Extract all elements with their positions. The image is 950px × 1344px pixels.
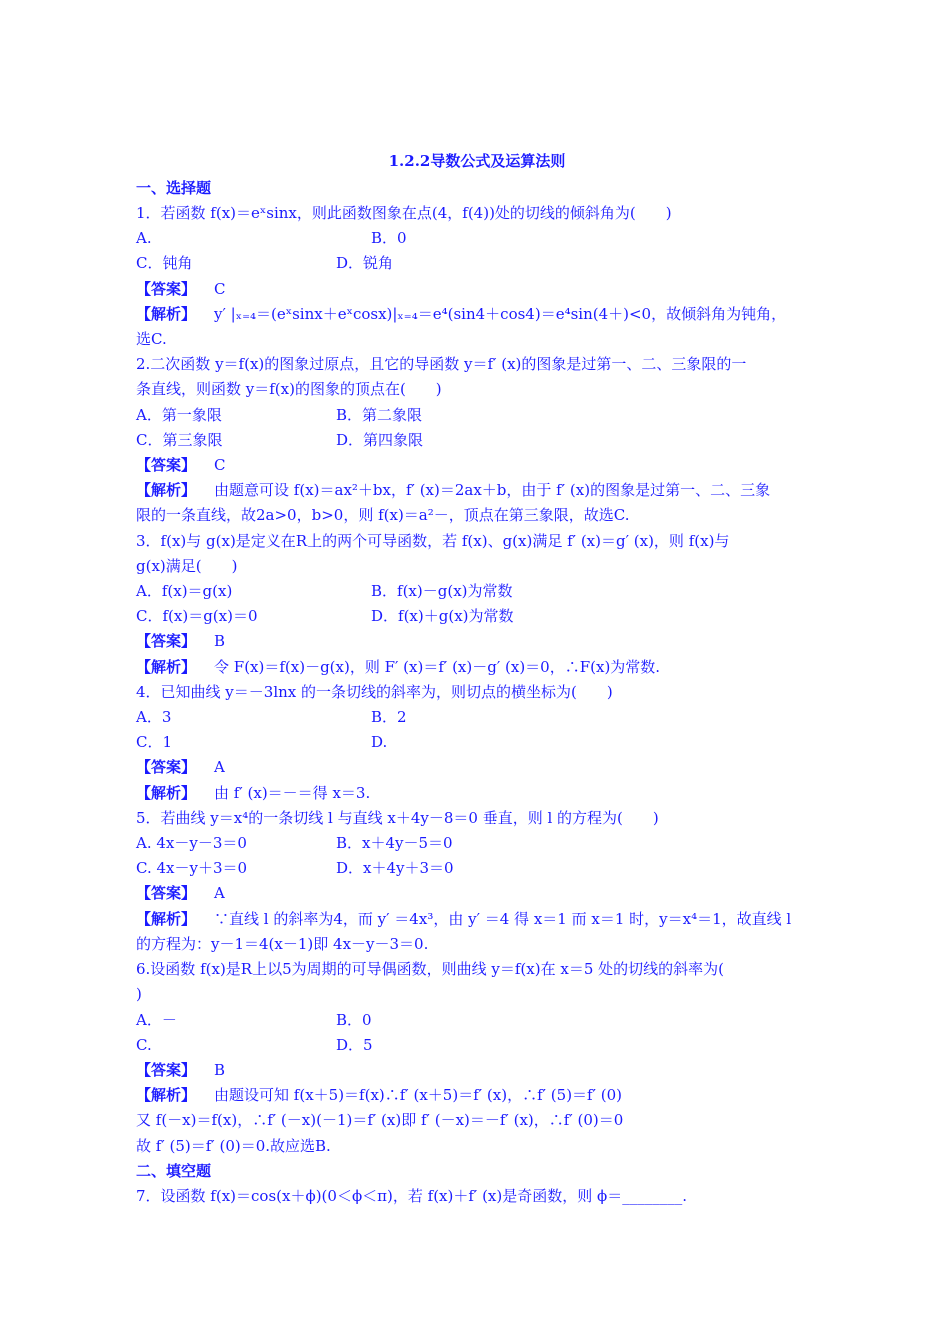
option-b: B．2 <box>371 708 407 727</box>
question-3-stem-cont: g(x)满足( ) <box>136 556 238 575</box>
section-heading-fill: 二、填空题 <box>136 1161 212 1180</box>
analysis-label: 【解析】 <box>136 909 197 928</box>
option-c: C. 4x－y＋3＝0 <box>136 859 248 878</box>
analysis-label: 【解析】 <box>136 657 197 676</box>
question-6-analysis-cont: 故 f′ (5)＝f′ (0)＝0.故应选B. <box>136 1136 331 1155</box>
page-title: 1.2.2导数公式及运算法则 <box>388 152 566 170</box>
analysis-label: 【解析】 <box>136 1086 197 1105</box>
question-1-analysis <box>136 302 818 327</box>
answer-value: B <box>214 632 226 651</box>
question-3-options <box>136 579 818 604</box>
question-2-analysis <box>136 478 818 503</box>
answer-label: 【答案】 <box>136 456 197 475</box>
question-5-analysis-cont: 的方程为：y－1＝4(x－1)即 4x－y－3＝0. <box>136 934 429 953</box>
answer-value: A <box>214 884 225 903</box>
question-6-stem-cont: ) <box>136 985 142 1004</box>
option-a: A. <box>136 229 152 248</box>
question-2-options <box>136 403 818 428</box>
option-d: D．锐角 <box>336 254 394 273</box>
question-1-options <box>136 251 818 276</box>
analysis-text: y′ |ₓ₌₄＝(eˣsinx＋eˣcosx)|ₓ₌₄＝e⁴(sin4＋cos4)＝e⁴sin(4＋)<0，故倾斜角为钝角， <box>214 304 787 323</box>
option-d: D．第四象限 <box>336 430 424 449</box>
question-4-options <box>136 705 818 730</box>
option-d: D．x＋4y＋3＝0 <box>336 859 454 878</box>
question-2-answer <box>136 453 818 478</box>
question-3-options <box>136 604 818 629</box>
option-a: A．－ <box>136 1010 177 1029</box>
question-4-stem: 4．已知曲线 y＝－3lnx 的一条切线的斜率为，则切点的横坐标为( ) <box>136 682 613 701</box>
option-c: C．1 <box>136 733 173 752</box>
option-c: C. <box>136 1035 152 1054</box>
question-6-options <box>136 1008 818 1033</box>
analysis-label: 【解析】 <box>136 481 197 500</box>
analysis-text: 由题设可知 f(x＋5)＝f(x)∴f′ (x＋5)＝f′ (x)，∴f′ (5)＝f′ (0) <box>214 1086 623 1105</box>
question-7-stem: 7．设函数 f(x)＝cos(x＋ϕ)(0＜ϕ＜π)，若 f(x)＋f′ (x)是奇函数，则 ϕ＝________. <box>136 1186 688 1205</box>
analysis-label: 【解析】 <box>136 783 197 802</box>
question-5-options <box>136 856 818 881</box>
question-1-answer <box>136 277 818 302</box>
question-3-answer <box>136 629 818 654</box>
question-4-analysis <box>136 781 818 806</box>
question-2-stem: 2.二次函数 y＝f(x)的图象过原点，且它的导函数 y＝f′ (x)的图象是过第一、二、三象限的一 <box>136 355 747 374</box>
option-b: B．f(x)－g(x)为常数 <box>371 582 513 601</box>
question-3-analysis <box>136 655 818 680</box>
question-6-analysis-cont: 又 f(－x)＝f(x)，∴f′ (－x)(－1)＝f′ (x)即 f′ (－x)＝－f′ (x)，∴f′ (0)＝0 <box>136 1111 624 1130</box>
option-d: D. <box>371 733 388 752</box>
answer-label: 【答案】 <box>136 758 197 777</box>
option-a: A. 4x－y－3＝0 <box>136 834 247 853</box>
option-a: A．3 <box>136 708 172 727</box>
option-b: B．0 <box>371 229 407 248</box>
option-a: A．第一象限 <box>136 405 222 424</box>
answer-value: B <box>214 1060 226 1079</box>
question-2-options <box>136 428 818 453</box>
answer-label: 【答案】 <box>136 884 197 903</box>
option-b: B．0 <box>336 1010 372 1029</box>
question-5-answer <box>136 881 818 906</box>
document-body <box>136 150 818 1209</box>
option-c: C．钝角 <box>136 254 193 273</box>
option-a: A．f(x)＝g(x) <box>136 582 233 601</box>
analysis-text: 令 F(x)＝f(x)－g(x)，则 F′ (x)＝f′ (x)－g′ (x)＝0，∴F(x)为常数. <box>214 657 661 676</box>
analysis-text: 由题意可设 f(x)＝ax²＋bx，f′ (x)＝2ax＋b，由于 f′ (x)的图象是过第一、二、三象 <box>214 481 771 500</box>
option-b: B．第二象限 <box>336 405 423 424</box>
question-2-stem-cont: 条直线，则函数 y＝f(x)的图象的顶点在( ) <box>136 380 442 399</box>
answer-value: A <box>214 758 225 777</box>
question-5-stem: 5．若曲线 y＝x⁴的一条切线 l 与直线 x＋4y－8＝0 垂直，则 l 的方程为( ) <box>136 808 659 827</box>
answer-value: C <box>214 456 226 475</box>
section-heading-choice: 一、选择题 <box>136 179 212 197</box>
question-6-stem: 6.设函数 f(x)是R上以5为周期的可导偶函数，则曲线 y＝f(x)在 x＝5 处的切线的斜率为( <box>136 960 724 979</box>
question-1-analysis-cont: 选C. <box>136 330 167 349</box>
option-c: C．第三象限 <box>136 430 223 449</box>
answer-label: 【答案】 <box>136 1060 197 1079</box>
question-4-answer <box>136 755 818 780</box>
question-5-analysis <box>136 907 818 932</box>
option-d: D．5 <box>336 1035 373 1054</box>
question-6-options <box>136 1033 818 1058</box>
answer-value: C <box>214 279 226 298</box>
answer-label: 【答案】 <box>136 632 197 651</box>
analysis-text: ∵直线 l 的斜率为4，而 y′ ＝4x³，由 y′ ＝4 得 x＝1 而 x＝1 时，y＝x⁴＝1，故直线 l <box>214 909 792 928</box>
question-5-options <box>136 831 818 856</box>
analysis-label: 【解析】 <box>136 304 197 323</box>
answer-label: 【答案】 <box>136 279 197 298</box>
option-c: C．f(x)＝g(x)＝0 <box>136 607 258 626</box>
option-d: D．f(x)＋g(x)为常数 <box>371 607 514 626</box>
question-1-stem: 1．若函数 f(x)＝eˣsinx，则此函数图象在点(4，f(4))处的切线的倾斜角为( ) <box>136 204 672 222</box>
option-b: B．x＋4y－5＝0 <box>336 834 453 853</box>
question-2-analysis-cont: 限的一条直线，故2a>0，b>0，则 f(x)＝a²－，顶点在第三象限，故选C. <box>136 506 630 525</box>
question-6-answer <box>136 1058 818 1083</box>
question-6-analysis <box>136 1083 818 1108</box>
question-3-stem: 3．f(x)与 g(x)是定义在R上的两个可导函数，若 f(x)、g(x)满足 f′ (x)＝g′ (x)，则 f(x)与 <box>136 531 730 550</box>
analysis-text: 由 f′ (x)＝－＝得 x＝3. <box>214 783 371 802</box>
question-4-options <box>136 730 818 755</box>
question-1-options <box>136 226 818 251</box>
